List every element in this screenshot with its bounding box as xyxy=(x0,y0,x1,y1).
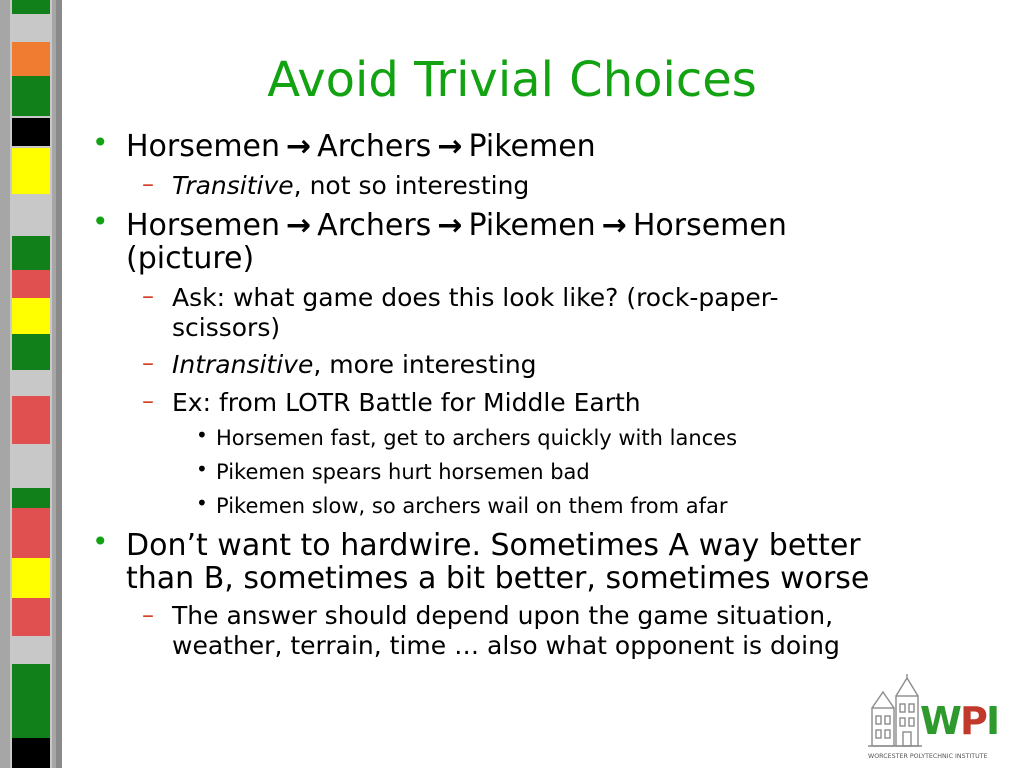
logo-caption: WORCESTER POLYTECHNIC INSTITUTE xyxy=(868,753,988,760)
italic-term: Intransitive xyxy=(172,350,314,379)
dash-marker: – xyxy=(142,601,154,629)
bullet-3-line-1: Don’t want to hardwire. Sometimes A way better xyxy=(126,528,861,563)
bullet-3-sub-1-line-1: The answer should depend upon the game situation, xyxy=(172,601,834,630)
wpi-logo xyxy=(866,672,1014,762)
sub-bullet-dot: • xyxy=(196,491,208,515)
sub-text: , not so interesting xyxy=(293,171,530,200)
arrow-icon: → xyxy=(286,208,312,243)
italic-term: Transitive xyxy=(172,171,294,200)
logo-text-w: W xyxy=(920,699,962,743)
bullet-2-sub-3-item-2: Pikemen spears hurt horsemen bad xyxy=(216,460,590,484)
bullet-1-sub-1 xyxy=(172,171,529,201)
bullet-3-line-2: than B, sometimes a bit better, sometimes worse xyxy=(126,561,870,596)
arrow-icon: → xyxy=(437,129,463,164)
bullet-2-line-1 xyxy=(126,209,787,243)
logo-text-p: P xyxy=(960,699,988,743)
dash-marker: – xyxy=(142,282,154,310)
bullet-2-word: Archers xyxy=(317,208,432,243)
dash-marker: – xyxy=(142,170,154,198)
bullet-1-word: Archers xyxy=(317,129,432,164)
sub-text: , more interesting xyxy=(313,350,537,379)
bullet-3-sub-1-line-2: weather, terrain, time … also what opponent is doing xyxy=(172,631,840,660)
bullet-dot: • xyxy=(92,525,109,558)
arrow-icon: → xyxy=(286,129,312,164)
bullet-2-sub-3-item-3: Pikemen slow, so archers wail on them from afar xyxy=(216,494,728,518)
bullet-2-sub-3-item-1: Horsemen fast, get to archers quickly with lances xyxy=(216,426,738,450)
dash-marker: – xyxy=(142,349,154,377)
bullet-2-sub-1-line-2: scissors) xyxy=(172,313,281,342)
sub-bullet-dot: • xyxy=(196,457,208,481)
arrow-icon: → xyxy=(437,208,463,243)
logo-text-i: I xyxy=(986,699,1001,743)
bullet-2-word: Horsemen xyxy=(632,208,787,243)
bullet-1-word: Pikemen xyxy=(468,129,596,164)
bullet-2-word: Pikemen xyxy=(468,208,596,243)
sub-bullet-dot: • xyxy=(196,423,208,447)
wpi-building-icon xyxy=(866,672,1014,762)
bullet-2-line-2: (picture) xyxy=(126,241,255,276)
bullet-2-sub-3: Ex: from LOTR Battle for Middle Earth xyxy=(172,388,641,417)
bullet-2-sub-2 xyxy=(172,350,537,380)
bullet-2-word: Horsemen xyxy=(126,208,281,243)
slide-title: Avoid Trivial Choices xyxy=(267,52,757,108)
bullet-1 xyxy=(126,130,596,164)
bullet-dot: • xyxy=(92,205,109,238)
bullet-dot: • xyxy=(92,126,109,159)
dash-marker: – xyxy=(142,387,154,415)
arrow-icon: → xyxy=(601,208,627,243)
bullet-1-word: Horsemen xyxy=(126,129,281,164)
bullet-2-sub-1-line-1: Ask: what game does this look like? (rock-paper- xyxy=(172,283,779,312)
